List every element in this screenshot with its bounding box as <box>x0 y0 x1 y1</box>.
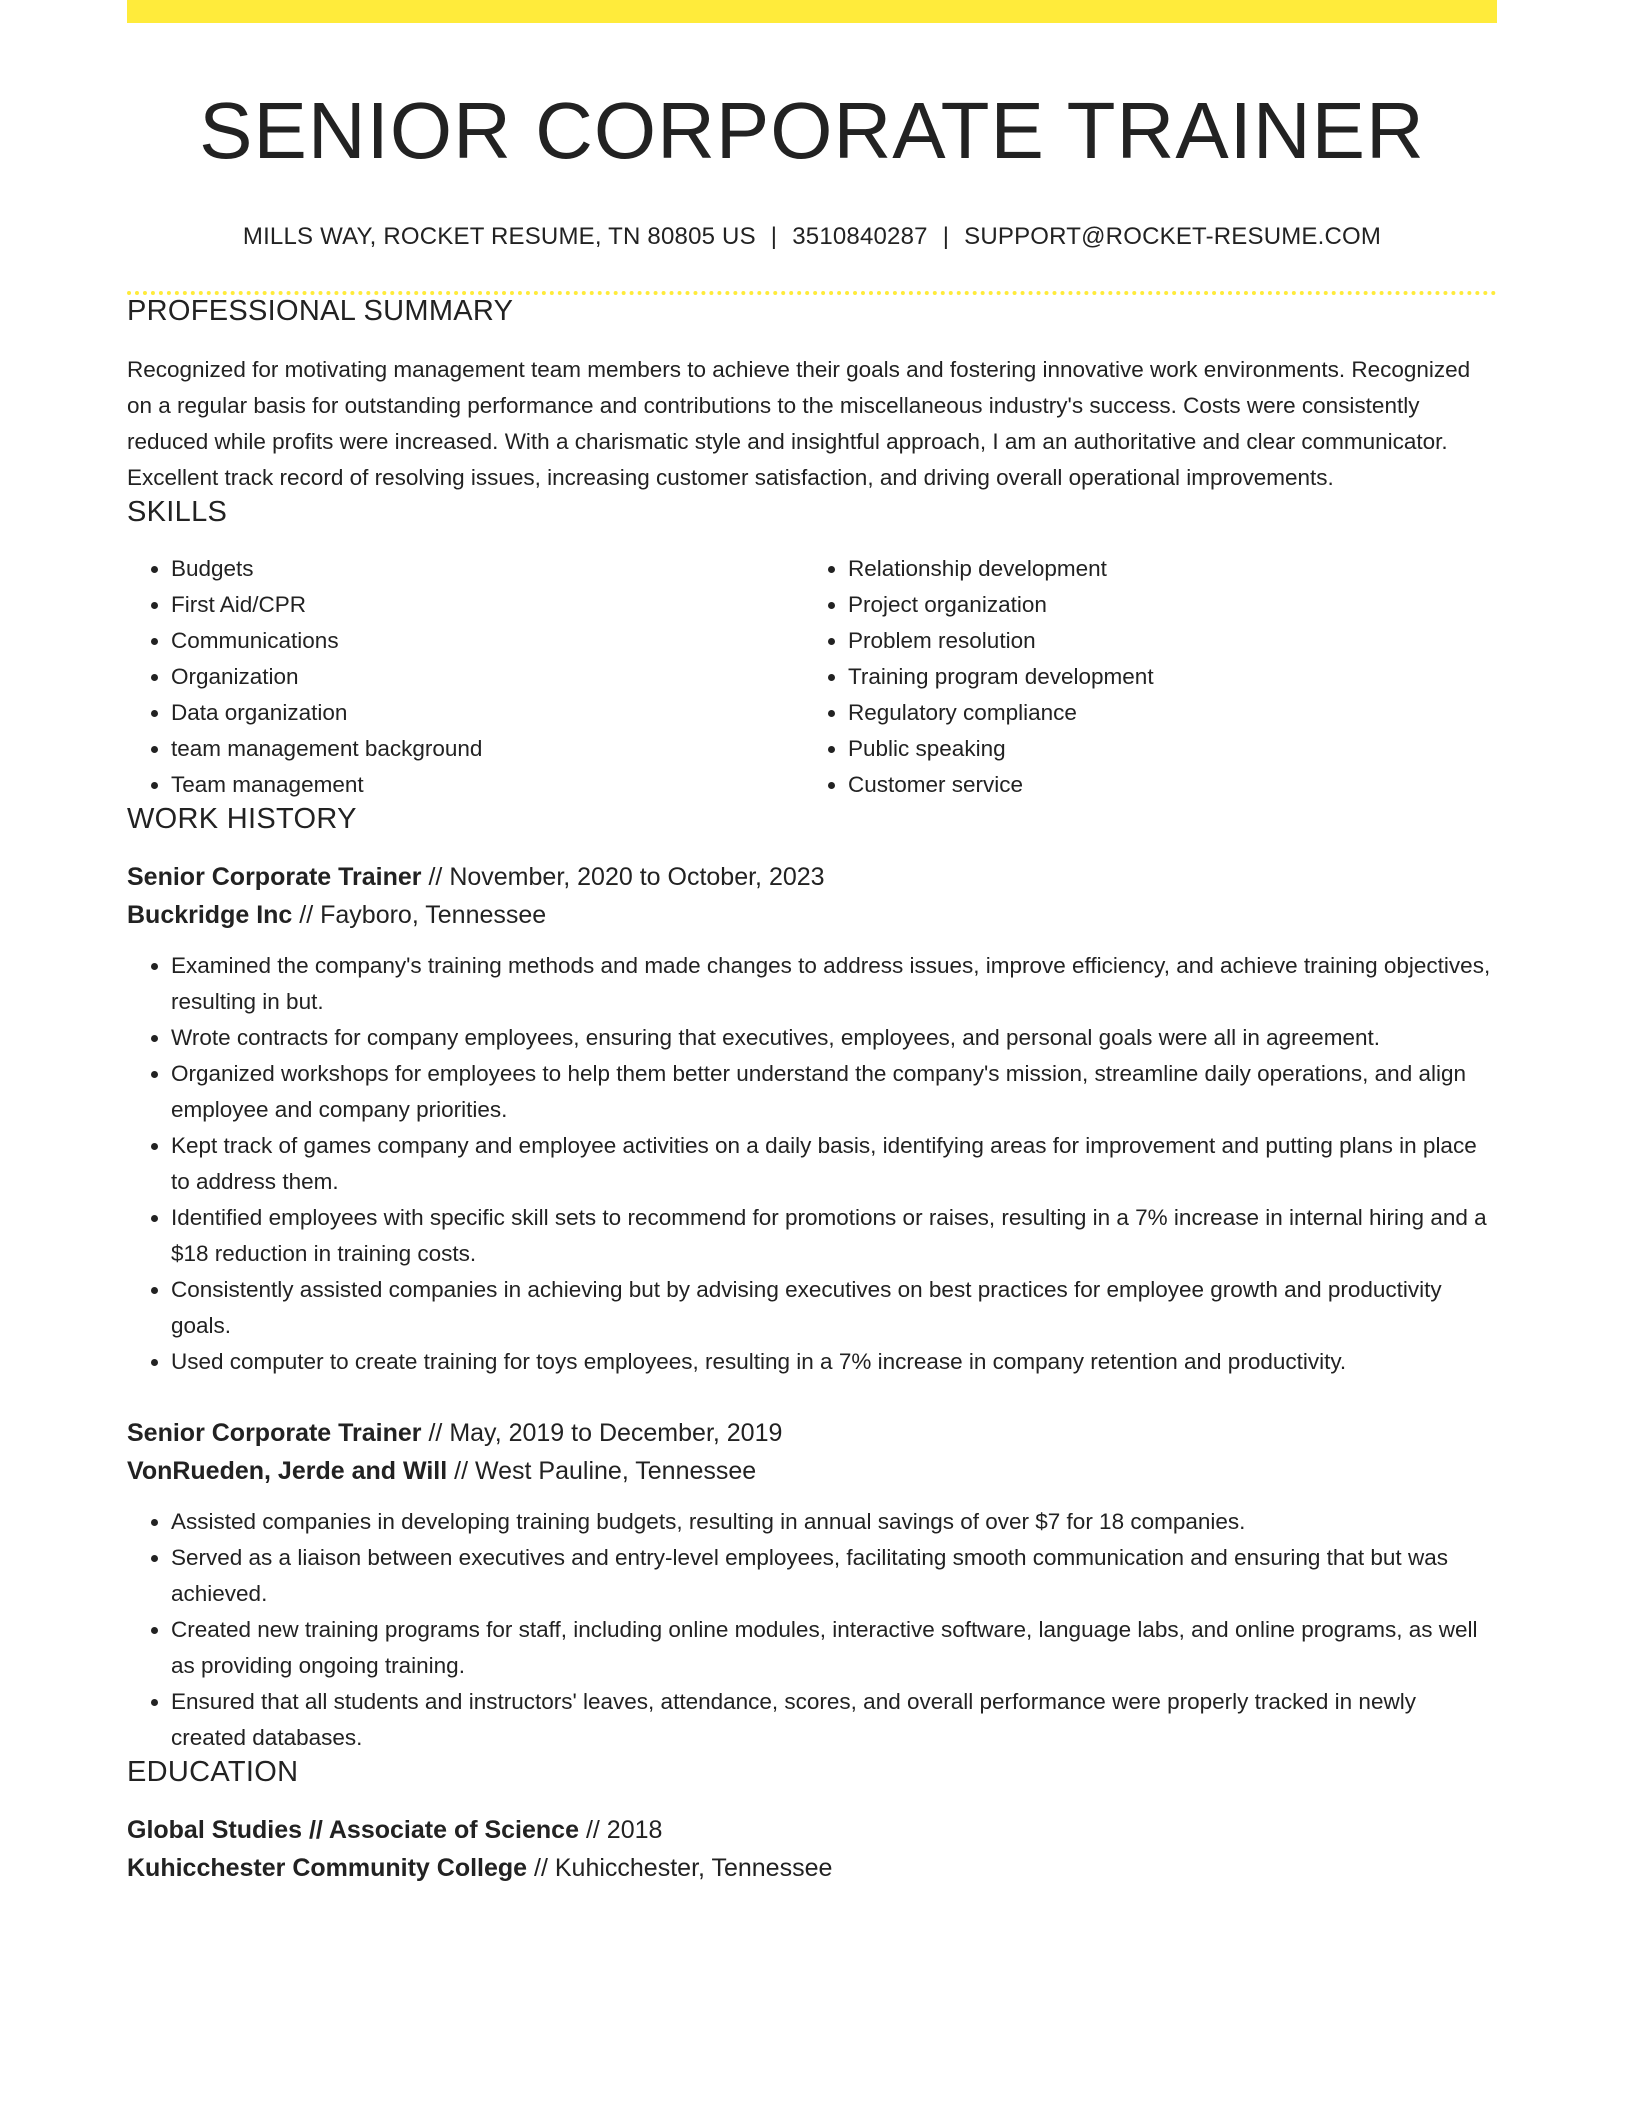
job-bullet: • Examined the company's training methods and made changes to address issues, improve efficiency, and achieve training objectives, resulting in but. <box>171 948 1497 1020</box>
contact-separator: | <box>942 223 950 250</box>
skills-heading: SKILLS <box>127 496 228 528</box>
job-location: // Fayboro, Tennessee <box>299 901 547 929</box>
skills-column-left <box>127 551 801 803</box>
job-company: VonRueden, Jerde and Will <box>127 1457 448 1485</box>
skill-item: • First Aid/CPR <box>171 587 801 623</box>
accent-top-bar <box>127 0 1497 23</box>
job-bullet: • Assisted companies in developing training budgets, resulting in annual savings of over $7 for 18 companies. <box>171 1504 1497 1540</box>
skill-item: • Training program development <box>848 659 1478 695</box>
job-company-line <box>127 896 1497 934</box>
job-bullet: • Used computer to create training for toys employees, resulting in a 7% increase in company retention and productivity. <box>171 1344 1497 1380</box>
skill-item: • Problem resolution <box>848 623 1478 659</box>
job-company: Buckridge Inc <box>127 901 293 929</box>
job-location: // West Pauline, Tennessee <box>454 1457 757 1485</box>
job-entry <box>127 858 1497 1380</box>
job-bullet: • Created new training programs for staff, including online modules, interactive software, language labs, and online programs, as well as providing ongoing training. <box>171 1612 1497 1684</box>
summary-text: Recognized for motivating management team members to achieve their goals and fostering innovative work environments. Recognized on a regular basis for outstanding performance and contributions to the miscellaneous industry's success. Costs were consistently reduced while profits were increased. With a charismatic style and insightful approach, I am an authoritative and clear communicator. Excellent track record of resolving issues, increasing customer satisfaction, and driving overall operational improvements. <box>127 357 1471 490</box>
work-history-heading: WORK HISTORY <box>127 803 357 835</box>
job-dates: // November, 2020 to October, 2023 <box>428 863 825 891</box>
job-bullet: • Wrote contracts for company employees, ensuring that executives, employees, and personal goals were all in agreement. <box>171 1020 1497 1056</box>
skill-item: • Team management <box>171 767 801 803</box>
job-title-line <box>127 1414 1497 1452</box>
skill-item: • Regulatory compliance <box>848 695 1478 731</box>
job-role: Senior Corporate Trainer <box>127 863 422 891</box>
contact-separator: | <box>770 223 778 250</box>
contact-address: MILLS WAY, ROCKET RESUME, TN 80805 US <box>242 223 756 250</box>
education-year: // 2018 <box>585 1816 663 1844</box>
skill-item: • Organization <box>171 659 801 695</box>
education-degree-line <box>127 1811 1497 1849</box>
job-bullet: • Identified employees with specific skill sets to recommend for promotions or raises, resulting in a 7% increase in internal hiring and a $18 reduction in training costs. <box>171 1200 1497 1272</box>
job-dates: // May, 2019 to December, 2019 <box>428 1419 783 1447</box>
education-school-line <box>127 1849 1497 1887</box>
education-location: // Kuhicchester, Tennessee <box>534 1854 833 1882</box>
skill-item: • Budgets <box>171 551 801 587</box>
education-degree: Global Studies // Associate of Science <box>127 1816 579 1844</box>
job-bullet: • Consistently assisted companies in achieving but by advising executives on best practices for employee growth and productivity goals. <box>171 1272 1497 1344</box>
skill-item: • Communications <box>171 623 801 659</box>
skill-item: • Project organization <box>848 587 1478 623</box>
job-entry <box>127 1414 1497 1756</box>
job-bullet: • Ensured that all students and instructors' leaves, attendance, scores, and overall performance were properly tracked in newly created databases. <box>171 1684 1497 1756</box>
skill-item: • team management background <box>171 731 801 767</box>
job-bullet: • Organized workshops for employees to help them better understand the company's mission, streamline daily operations, and align employee and company priorities. <box>171 1056 1497 1128</box>
summary-heading: PROFESSIONAL SUMMARY <box>127 295 514 327</box>
job-title-line <box>127 858 1497 896</box>
skills-list <box>127 551 1497 803</box>
skill-item: • Public speaking <box>848 731 1478 767</box>
education-heading: EDUCATION <box>127 1756 299 1788</box>
job-bullet: • Served as a liaison between executives and entry-level employees, facilitating smooth communication and ensuring that but was achieved. <box>171 1540 1497 1612</box>
job-bullet: • Kept track of games company and employee activities on a daily basis, identifying areas for improvement and putting plans in place to address them. <box>171 1128 1497 1200</box>
skill-item: • Data organization <box>171 695 801 731</box>
job-company-line <box>127 1452 1497 1490</box>
contact-line <box>127 223 1497 251</box>
job-bullets <box>127 948 1497 1380</box>
job-bullets <box>127 1504 1497 1756</box>
skill-item: • Relationship development <box>848 551 1478 587</box>
education-entry <box>127 1811 1497 1887</box>
contact-phone: 3510840287 <box>792 223 928 250</box>
resume-page <box>127 0 1497 1887</box>
skill-item: • Customer service <box>848 767 1478 803</box>
contact-email: SUPPORT@ROCKET-RESUME.COM <box>964 223 1382 250</box>
skills-column-right <box>801 551 1478 803</box>
resume-name: SENIOR CORPORATE TRAINER <box>199 86 1425 175</box>
education-school: Kuhicchester Community College <box>127 1854 528 1882</box>
job-role: Senior Corporate Trainer <box>127 1419 422 1447</box>
